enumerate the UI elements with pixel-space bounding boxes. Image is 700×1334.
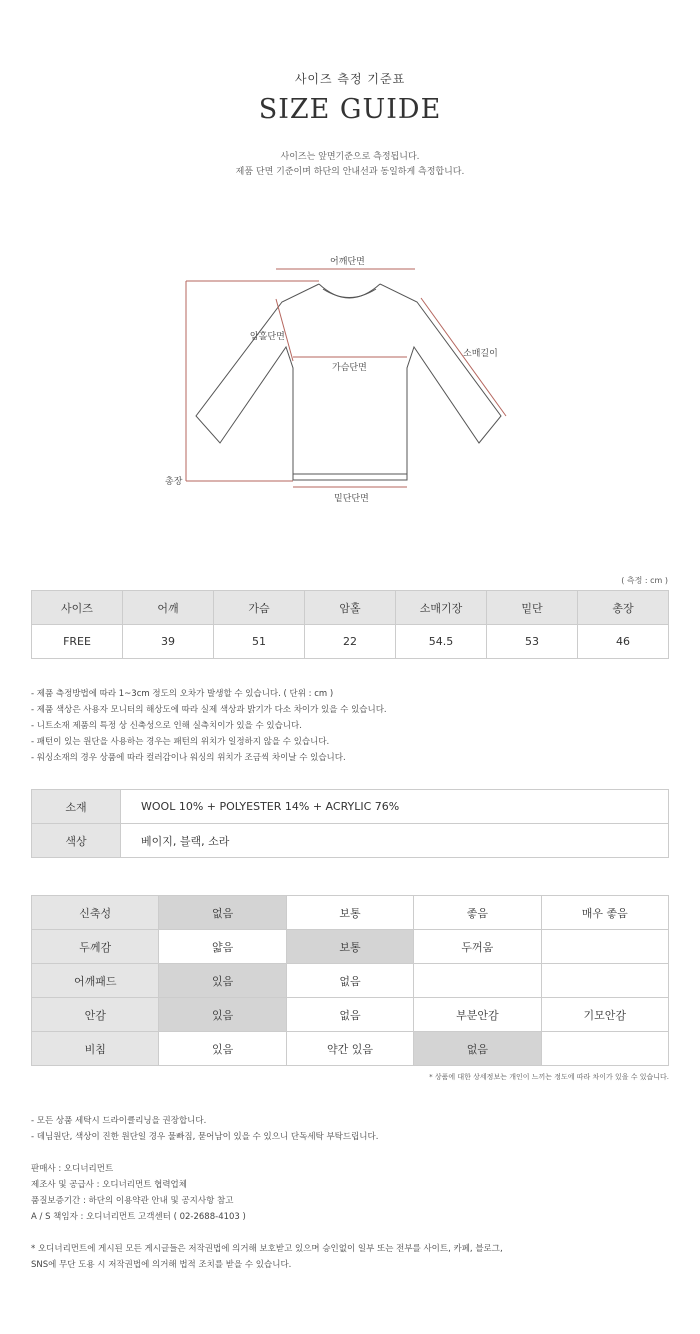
table-row bbox=[32, 964, 669, 998]
info-line: 품질보증기간 : 하단의 이용약관 안내 및 공지사항 참고 bbox=[31, 1196, 234, 1206]
feature-cell: 없음 bbox=[159, 896, 286, 930]
care-notes bbox=[31, 1113, 378, 1145]
feature-label: 신축성 bbox=[32, 896, 159, 930]
intro-line-2: 제품 단면 기준이며 하단의 안내선과 동일하게 측정합니다. bbox=[235, 167, 465, 177]
feature-cell: 얇음 bbox=[159, 930, 286, 964]
feature-cell: 보통 bbox=[286, 896, 413, 930]
table-row bbox=[32, 1032, 669, 1066]
cell-sleeve: 54.5 bbox=[396, 625, 487, 659]
info-line: 판매사 : 오디너리먼트 bbox=[31, 1164, 114, 1174]
col-header-size: 사이즈 bbox=[32, 591, 123, 625]
label-length: 총장 bbox=[165, 477, 183, 487]
cell-armhole: 22 bbox=[305, 625, 396, 659]
feature-cell: 없음 bbox=[286, 998, 413, 1032]
note-line: - 제품 색상은 사용자 모니터의 해상도에 따라 실제 색상과 밝기가 다소 차이가 있을 수 있습니다. bbox=[31, 705, 387, 715]
intro-line-1: 사이즈는 앞면기준으로 측정됩니다. bbox=[280, 152, 420, 162]
unit-note: ( 측정 : cm ) bbox=[621, 576, 668, 585]
feature-cell: 부분안감 bbox=[414, 998, 541, 1032]
size-table-header-row bbox=[32, 591, 669, 625]
col-header-armhole: 암홀 bbox=[305, 591, 396, 625]
measure-guides bbox=[186, 269, 506, 487]
measurement-notes bbox=[31, 686, 387, 766]
label-armhole: 암홀단면 bbox=[250, 332, 285, 342]
feature-label: 두께감 bbox=[32, 930, 159, 964]
cell-size: FREE bbox=[32, 625, 123, 659]
copyright-line: * 오디너리먼트에 게시된 모든 게시글들은 저작권법에 의거해 보호받고 있으며 승인없이 일부 또는 전부를 사이트, 카페, 블로그, bbox=[31, 1244, 503, 1254]
feature-cell bbox=[414, 964, 541, 998]
feature-label: 어깨패드 bbox=[32, 964, 159, 998]
info-line: 제조사 및 공급사 : 오디너리먼트 협력업체 bbox=[31, 1180, 187, 1190]
table-row bbox=[32, 790, 669, 824]
col-header-sleeve: 소매기장 bbox=[396, 591, 487, 625]
feature-cell: 있음 bbox=[159, 964, 286, 998]
color-value: 베이지, 블랙, 소라 bbox=[121, 824, 669, 858]
col-header-length: 총장 bbox=[578, 591, 669, 625]
note-line: - 니트소재 제품의 특정 상 신축성으로 인해 실측치이가 있을 수 있습니다. bbox=[31, 721, 302, 731]
cell-chest: 51 bbox=[214, 625, 305, 659]
feature-cell: 없음 bbox=[414, 1032, 541, 1066]
col-header-hem: 밑단 bbox=[487, 591, 578, 625]
feature-cell bbox=[541, 930, 668, 964]
material-label: 소재 bbox=[32, 790, 121, 824]
label-chest: 가슴단면 bbox=[332, 363, 367, 373]
label-hem: 밑단단면 bbox=[334, 494, 369, 504]
sweater-outline bbox=[196, 284, 501, 480]
color-label: 색상 bbox=[32, 824, 121, 858]
table-row bbox=[32, 896, 669, 930]
feature-cell bbox=[541, 964, 668, 998]
table-row bbox=[32, 625, 669, 659]
copyright-line: SNS에 무단 도용 시 저작권법에 의거해 법적 조치를 받을 수 있습니다. bbox=[31, 1260, 292, 1270]
size-table bbox=[31, 590, 669, 659]
material-table bbox=[31, 789, 669, 858]
feature-cell: 없음 bbox=[286, 964, 413, 998]
seller-info bbox=[31, 1161, 246, 1225]
cell-hem: 53 bbox=[487, 625, 578, 659]
info-line: A / S 책임자 : 오디너리먼트 고객센터 ( 02-2688-4103 ) bbox=[31, 1212, 246, 1222]
note-line: - 패턴이 있는 원단을 사용하는 경우는 패턴의 위치가 일정하지 않을 수 있습니다. bbox=[31, 737, 330, 747]
feature-label: 안감 bbox=[32, 998, 159, 1032]
feature-note: * 상품에 대한 상세정보는 개인이 느끼는 정도에 따라 차이가 있을 수 있습니다. bbox=[429, 1073, 669, 1081]
feature-table bbox=[31, 895, 669, 1066]
col-header-shoulder: 어깨 bbox=[123, 591, 214, 625]
note-line: - 데님원단, 색상이 진한 원단일 경우 물빠짐, 묻어남이 있을 수 있으니 단독세탁 부탁드립니다. bbox=[31, 1132, 379, 1142]
note-line: - 모든 상품 세탁시 드라이클리닝을 권장합니다. bbox=[31, 1116, 207, 1126]
garment-diagram bbox=[0, 240, 700, 510]
cell-length: 46 bbox=[578, 625, 669, 659]
feature-cell: 기모안감 bbox=[541, 998, 668, 1032]
feature-cell bbox=[541, 1032, 668, 1066]
table-row bbox=[32, 930, 669, 964]
feature-label: 비침 bbox=[32, 1032, 159, 1066]
note-line: - 워싱소재의 경우 상품에 따라 컬러감이나 워싱의 위치가 조금씩 차이날 수 있습니다. bbox=[31, 753, 346, 763]
feature-cell: 있음 bbox=[159, 998, 286, 1032]
page-title: SIZE GUIDE bbox=[258, 94, 442, 125]
copyright-notice bbox=[31, 1241, 503, 1273]
table-row bbox=[32, 824, 669, 858]
kr-title: 사이즈 측정 기준표 bbox=[294, 72, 406, 86]
feature-cell: 보통 bbox=[286, 930, 413, 964]
table-row bbox=[32, 998, 669, 1032]
cell-shoulder: 39 bbox=[123, 625, 214, 659]
note-line: - 제품 측정방법에 따라 1~3cm 정도의 오차가 발생할 수 있습니다. ( 단위 : cm ) bbox=[31, 689, 334, 699]
feature-cell: 약간 있음 bbox=[286, 1032, 413, 1066]
feature-cell: 두꺼움 bbox=[414, 930, 541, 964]
feature-cell: 좋음 bbox=[414, 896, 541, 930]
feature-cell: 매우 좋음 bbox=[541, 896, 668, 930]
col-header-chest: 가슴 bbox=[214, 591, 305, 625]
material-value: WOOL 10% + POLYESTER 14% + ACRYLIC 76% bbox=[121, 790, 669, 824]
label-sleeve: 소매길이 bbox=[463, 349, 498, 359]
feature-cell: 있음 bbox=[159, 1032, 286, 1066]
label-shoulder: 어깨단면 bbox=[330, 257, 365, 267]
